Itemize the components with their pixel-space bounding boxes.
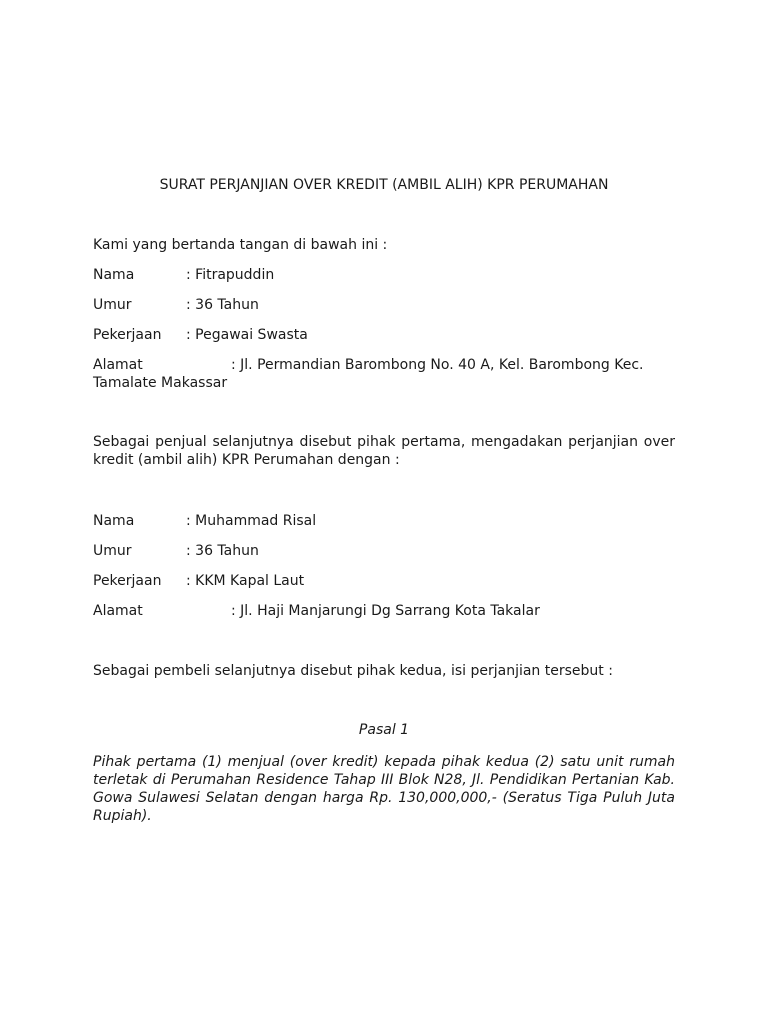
buyer-pekerjaan-label: Pekerjaan <box>93 573 162 589</box>
seller-umur-value: : 36 Tahun <box>186 297 259 313</box>
buyer-umur-label: Umur <box>93 543 132 559</box>
pasal-1-text: Pihak pertama (1) menjual (over kredit) kepada pihak kedua (2) satu unit rumah terletak di Perumahan Residence Tahap III Blok N28, Jl. Pendidikan Pertanian Kab. Gowa Sulawesi Selatan dengan harga Rp. 130,000,000,- (Seratus Tiga Puluh Juta Rupiah). <box>93 754 675 824</box>
pasal-1-heading: Pasal 1 <box>358 722 410 738</box>
buyer-nama-value: : Muhammad Risal <box>186 513 317 529</box>
buyer-pekerjaan-value: : KKM Kapal Laut <box>186 573 305 589</box>
buyer-umur-value: : 36 Tahun <box>186 543 259 559</box>
buyer-alamat-value: : Jl. Haji Manjarungi Dg Sarrang Kota Takalar <box>231 603 540 619</box>
seller-statement: Sebagai penjual selanjutnya disebut pihak pertama, mengadakan perjanjian over kredit (ambil alih) KPR Perumahan dengan : <box>93 434 675 468</box>
buyer-alamat-label: Alamat <box>93 603 143 619</box>
seller-pekerjaan-value: : Pegawai Swasta <box>186 327 308 343</box>
buyer-nama-label: Nama <box>93 513 135 529</box>
seller-pekerjaan-label: Pekerjaan <box>93 327 162 343</box>
seller-alamat-value-cont: Tamalate Makassar <box>93 375 228 391</box>
buyer-statement: Sebagai pembeli selanjutnya disebut pihak kedua, isi perjanjian tersebut : <box>93 663 613 679</box>
document-title: SURAT PERJANJIAN OVER KREDIT (AMBIL ALIH) KPR PERUMAHAN <box>159 177 609 193</box>
seller-alamat-value: : Jl. Permandian Barombong No. 40 A, Kel. Barombong Kec. <box>231 357 644 373</box>
seller-nama-value: : Fitrapuddin <box>186 267 275 283</box>
intro-text: Kami yang bertanda tangan di bawah ini : <box>93 237 388 253</box>
seller-alamat-label: Alamat <box>93 357 143 373</box>
seller-nama-label: Nama <box>93 267 135 283</box>
seller-umur-label: Umur <box>93 297 132 313</box>
